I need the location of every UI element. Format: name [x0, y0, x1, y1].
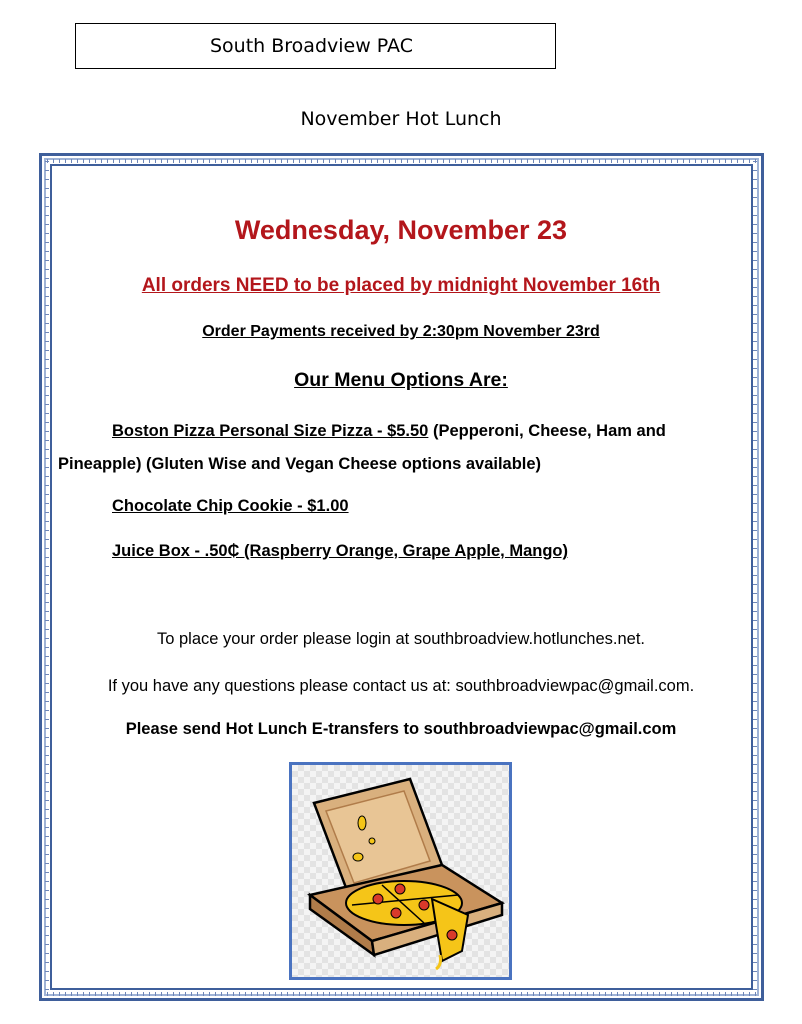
- etransfer-info: Please send Hot Lunch E-transfers to southbroadviewpac@gmail.com: [125, 720, 677, 738]
- border-pattern-bottom: [47, 992, 756, 996]
- border-pattern-left: [45, 161, 49, 993]
- pizza-toppings: (Pepperoni, Cheese, Ham and: [428, 422, 666, 440]
- pizza-box-icon: [292, 765, 509, 977]
- border-pattern-right: [753, 161, 757, 993]
- pizza-item-label: Boston Pizza Personal Size Pizza - $5.50: [112, 422, 429, 440]
- login-info: To place your order please login at southbroadview.hotlunches.net.: [157, 630, 645, 648]
- menu-item-cookie: Chocolate Chip Cookie - $1.00: [112, 497, 349, 515]
- border-pattern-top: [47, 159, 756, 163]
- org-name-box: [75, 23, 556, 69]
- pizza-image: [289, 762, 512, 980]
- org-name: South Broadview PAC: [210, 35, 413, 57]
- menu-item-pizza: [112, 415, 666, 448]
- payment-deadline: Order Payments received by 2:30pm November 23rd: [202, 323, 600, 340]
- order-deadline: All orders NEED to be placed by midnight November 16th: [141, 275, 661, 296]
- menu-item-juice: Juice Box - .50₵ (Raspberry Orange, Grape Apple, Mango): [112, 542, 568, 560]
- date-heading: Wednesday, November 23: [234, 215, 568, 245]
- pizza-toppings-continued: Pineapple) (Gluten Wise and Vegan Cheese options available): [58, 455, 542, 473]
- menu-heading: Our Menu Options Are:: [294, 369, 508, 391]
- contact-info: If you have any questions please contact us at: southbroadviewpac@gmail.com.: [107, 677, 695, 695]
- month-title: November Hot Lunch: [300, 108, 502, 130]
